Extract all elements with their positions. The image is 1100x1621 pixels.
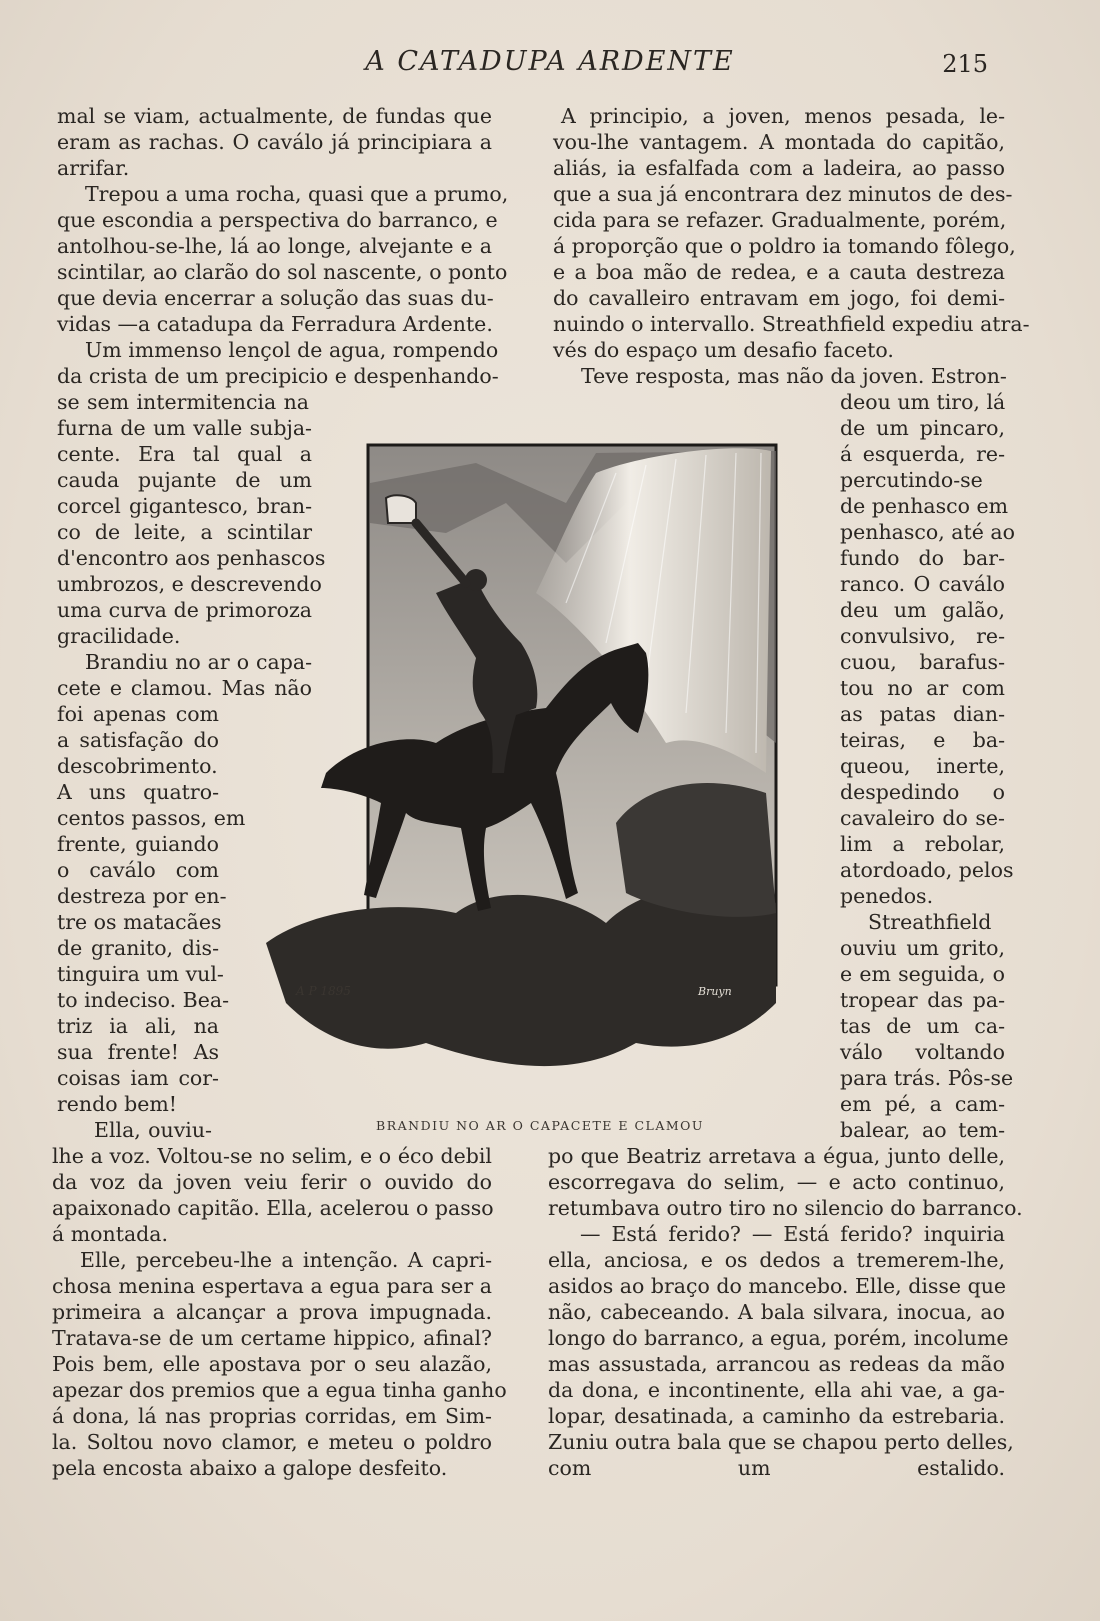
left-column-text-line: antolhou-se-lhe, lá ao longe, alvejante e a bbox=[57, 234, 492, 258]
right-column-text-line: á proporção que o poldro ia tomando fôlego, bbox=[553, 234, 1016, 258]
left-column-text-line: á dona, lá nas proprias corridas, em Sim- bbox=[52, 1404, 492, 1428]
right-column-text-line: Streathfield bbox=[868, 910, 992, 934]
left-column-text-line: Ella, ouviu- bbox=[94, 1118, 212, 1142]
right-column-text-line: não, cabeceando. A bala silvara, inocua, ao bbox=[548, 1300, 1005, 1324]
left-column-text-line: vidas —a catadupa da Ferradura Ardente. bbox=[57, 312, 493, 336]
right-column-text-line: de penhasco em bbox=[840, 494, 1009, 518]
left-column-text-line: cauda pujante de um bbox=[57, 468, 312, 492]
right-column-text-line: cida para se refazer. Gradualmente, porém, bbox=[553, 208, 1007, 232]
left-column-text-line: de granito, dis- bbox=[57, 936, 219, 960]
left-column-text-line: apaixonado capitão. Ella, acelerou o passo bbox=[52, 1196, 494, 1220]
right-column-text-line: lim a rebolar, bbox=[840, 832, 1005, 856]
right-column-text-line: tou no ar com bbox=[840, 676, 1005, 700]
left-column-text-line: que escondia a perspectiva do barranco, e bbox=[57, 208, 498, 232]
left-column-text-line: co de leite, a scintilar bbox=[57, 520, 312, 544]
right-column-text-line: convulsivo, re- bbox=[840, 624, 1005, 648]
right-column-text-line: balear, ao tem- bbox=[840, 1118, 1005, 1142]
running-title: A CATADUPA ARDENTE bbox=[365, 46, 735, 77]
right-column-text-line: ouviu um grito, bbox=[840, 936, 1005, 960]
right-column-text-line: po que Beatriz arretava a égua, junto delle, bbox=[548, 1144, 1005, 1168]
right-column-text-line: de um pincaro, bbox=[840, 416, 1005, 440]
right-column-text-line: vés do espaço um desafio faceto. bbox=[553, 338, 894, 362]
right-column-text-line: válo voltando bbox=[840, 1040, 1005, 1064]
right-column-text-line: Teve resposta, mas não da joven. Estron- bbox=[581, 364, 1007, 388]
illustration-caption: BRANDIU NO AR O CAPACETE E CLAMOU bbox=[376, 1118, 704, 1133]
right-column-text-line: Zuniu outra bala que se chapou perto delles, bbox=[548, 1430, 1014, 1454]
right-column-text-line: — Está ferido? — Está ferido? inquiria bbox=[580, 1222, 1005, 1246]
right-column-text-line: lopar, desatinada, a caminho da estrebaria. bbox=[548, 1404, 1005, 1428]
left-column-text-line: Elle, percebeu-lhe a intenção. A capri- bbox=[80, 1248, 492, 1272]
signature-right: Bruyn bbox=[698, 985, 732, 998]
left-column-text-line: primeira a alcançar a prova impugnada. bbox=[52, 1300, 492, 1324]
right-column-text-line: deou um tiro, lá bbox=[840, 390, 1006, 414]
left-column-text-line: se sem intermitencia na bbox=[57, 390, 309, 414]
right-column-text-line: e a boa mão de redea, e a cauta destreza bbox=[553, 260, 1005, 284]
signature-left: A P 1895 bbox=[296, 984, 351, 998]
right-column-text-line: deu um galão, bbox=[840, 598, 1005, 622]
left-column-text-line: umbrozos, e descrevendo bbox=[57, 572, 322, 596]
right-column-text-line: retumbava outro tiro no silencio do barranco. bbox=[548, 1196, 1023, 1220]
left-column-text-line: triz ia ali, na bbox=[57, 1014, 219, 1038]
left-column-text-line: foi apenas com bbox=[57, 702, 219, 726]
right-column-text-line: percutindo-se bbox=[840, 468, 983, 492]
left-column-text-line: Tratava-se de um certame hippico, afinal? bbox=[52, 1326, 492, 1350]
right-column-text-line: da dona, e incontinente, ella ahi vae, a ga- bbox=[548, 1378, 1005, 1402]
left-column-text-line: furna de um valle subja- bbox=[57, 416, 312, 440]
left-column-text-line: scintilar, ao clarão do sol nascente, o ponto bbox=[57, 260, 508, 284]
left-column-text-line: que devia encerrar a solução das suas du- bbox=[57, 286, 494, 310]
left-column-text-line: tinguira um vul- bbox=[57, 962, 224, 986]
left-column-text-line: mal se viam, actualmente, de fundas que bbox=[57, 104, 492, 128]
right-column-text-line: que a sua já encontrara dez minutos de des- bbox=[553, 182, 1013, 206]
left-column-text-line: cente. Era tal qual a bbox=[57, 442, 312, 466]
left-column-text-line: chosa menina espertava a egua para ser a bbox=[52, 1274, 492, 1298]
left-column-text-line: tre os matacães bbox=[57, 910, 222, 934]
left-column-text-line: o caválo com bbox=[57, 858, 219, 882]
left-column-text-line: arrifar. bbox=[57, 156, 130, 180]
page-number: 215 bbox=[942, 50, 988, 78]
left-column-text-line: rendo bem! bbox=[57, 1092, 178, 1116]
left-column-text-line: descobrimento. bbox=[57, 754, 218, 778]
right-column-text-line: e em seguida, o bbox=[840, 962, 1005, 986]
left-column-text-line: coisas iam cor- bbox=[57, 1066, 219, 1090]
left-column-text-line: apezar dos premios que a egua tinha ganho bbox=[52, 1378, 507, 1402]
left-column-text-line: Brandiu no ar o capa- bbox=[85, 650, 312, 674]
left-column-text-line: eram as rachas. O caválo já principiara a bbox=[57, 130, 492, 154]
left-column-text-line: frente, guiando bbox=[57, 832, 219, 856]
left-column-text-line: á montada. bbox=[52, 1222, 169, 1246]
right-column-text-line: cuou, barafus- bbox=[840, 650, 1005, 674]
left-column-text-line: da crista de um precipicio e despenhando- bbox=[57, 364, 499, 388]
right-column-text-line: com um estalido. bbox=[548, 1456, 1005, 1480]
left-column-text-line: pela encosta abaixo a galope desfeito. bbox=[52, 1456, 448, 1480]
right-column-text-line: tas de um ca- bbox=[840, 1014, 1005, 1038]
left-column-text-line: sua frente! As bbox=[57, 1040, 219, 1064]
right-column-text-line: A principio, a joven, menos pesada, le- bbox=[561, 104, 1005, 128]
left-column-text-line: destreza por en- bbox=[57, 884, 227, 908]
left-column-text-line: A uns quatro- bbox=[57, 780, 219, 804]
right-column-text-line: longo do barranco, a egua, porém, incolume bbox=[548, 1326, 1009, 1350]
left-column-text-line: lhe a voz. Voltou-se no selim, e o éco debil bbox=[52, 1144, 492, 1168]
right-column-text-line: do cavalleiro entravam em jogo, foi demi- bbox=[553, 286, 1005, 310]
right-column-text-line: penedos. bbox=[840, 884, 934, 908]
left-column-text-line: la. Soltou novo clamor, e meteu o poldro bbox=[52, 1430, 492, 1454]
left-column-text-line: centos passos, em bbox=[57, 806, 246, 830]
right-column-text-line: fundo do bar- bbox=[840, 546, 1005, 570]
right-column-text-line: para trás. Pôs-se bbox=[840, 1066, 1014, 1090]
right-column-text-line: atordoado, pelos bbox=[840, 858, 1014, 882]
left-column-text-line: Um immenso lençol de agua, rompendo bbox=[85, 338, 499, 362]
illustration-horseman-waterfall bbox=[266, 443, 796, 1093]
right-column-text-line: aliás, ia esfalfada com a ladeira, ao passo bbox=[553, 156, 1005, 180]
right-column-text-line: ranco. O caválo bbox=[840, 572, 1005, 596]
left-column-text-line: da voz da joven veiu ferir o ouvido do bbox=[52, 1170, 492, 1194]
left-column-text-line: gracilidade. bbox=[57, 624, 181, 648]
right-column-text-line: mas assustada, arrancou as redeas da mão bbox=[548, 1352, 1005, 1376]
right-column-text-line: penhasco, até ao bbox=[840, 520, 1015, 544]
right-column-text-line: tropear das pa- bbox=[840, 988, 1005, 1012]
right-column-text-line: vou-lhe vantagem. A montada do capitão, bbox=[553, 130, 1005, 154]
raised-hat bbox=[386, 495, 416, 523]
left-column-text-line: a satisfação do bbox=[57, 728, 219, 752]
right-column-text-line: nuindo o intervallo. Streathfield expediu atra- bbox=[553, 312, 1030, 336]
right-column-text-line: teiras, e ba- bbox=[840, 728, 1005, 752]
left-column-text-line: uma curva de primoroza bbox=[57, 598, 312, 622]
right-column-text-line: queou, inerte, bbox=[840, 754, 1005, 778]
right-column-text-line: em pé, a cam- bbox=[840, 1092, 1005, 1116]
right-column-text-line: as patas dian- bbox=[840, 702, 1005, 726]
right-column-text-line: á esquerda, re- bbox=[840, 442, 1005, 466]
right-column-text-line: cavaleiro do se- bbox=[840, 806, 1005, 830]
left-column-text-line: Pois bem, elle apostava por o seu alazão, bbox=[52, 1352, 492, 1376]
right-column-text-line: asidos ao braço do mancebo. Elle, disse que bbox=[548, 1274, 1007, 1298]
left-column-text-line: to indeciso. Bea- bbox=[57, 988, 230, 1012]
rock-right bbox=[616, 783, 776, 917]
left-column-text-line: d'encontro aos penhascos bbox=[57, 546, 326, 570]
left-column-text-line: corcel gigantesco, bran- bbox=[57, 494, 312, 518]
left-column-text-line: cete e clamou. Mas não bbox=[57, 676, 312, 700]
left-column-text-line: Trepou a uma rocha, quasi que a prumo, bbox=[85, 182, 509, 206]
right-column-text-line: despedindo o bbox=[840, 780, 1005, 804]
right-column-text-line: escorregava do selim, — e acto continuo, bbox=[548, 1170, 1005, 1194]
right-column-text-line: ella, anciosa, e os dedos a tremerem-lhe, bbox=[548, 1248, 1005, 1272]
